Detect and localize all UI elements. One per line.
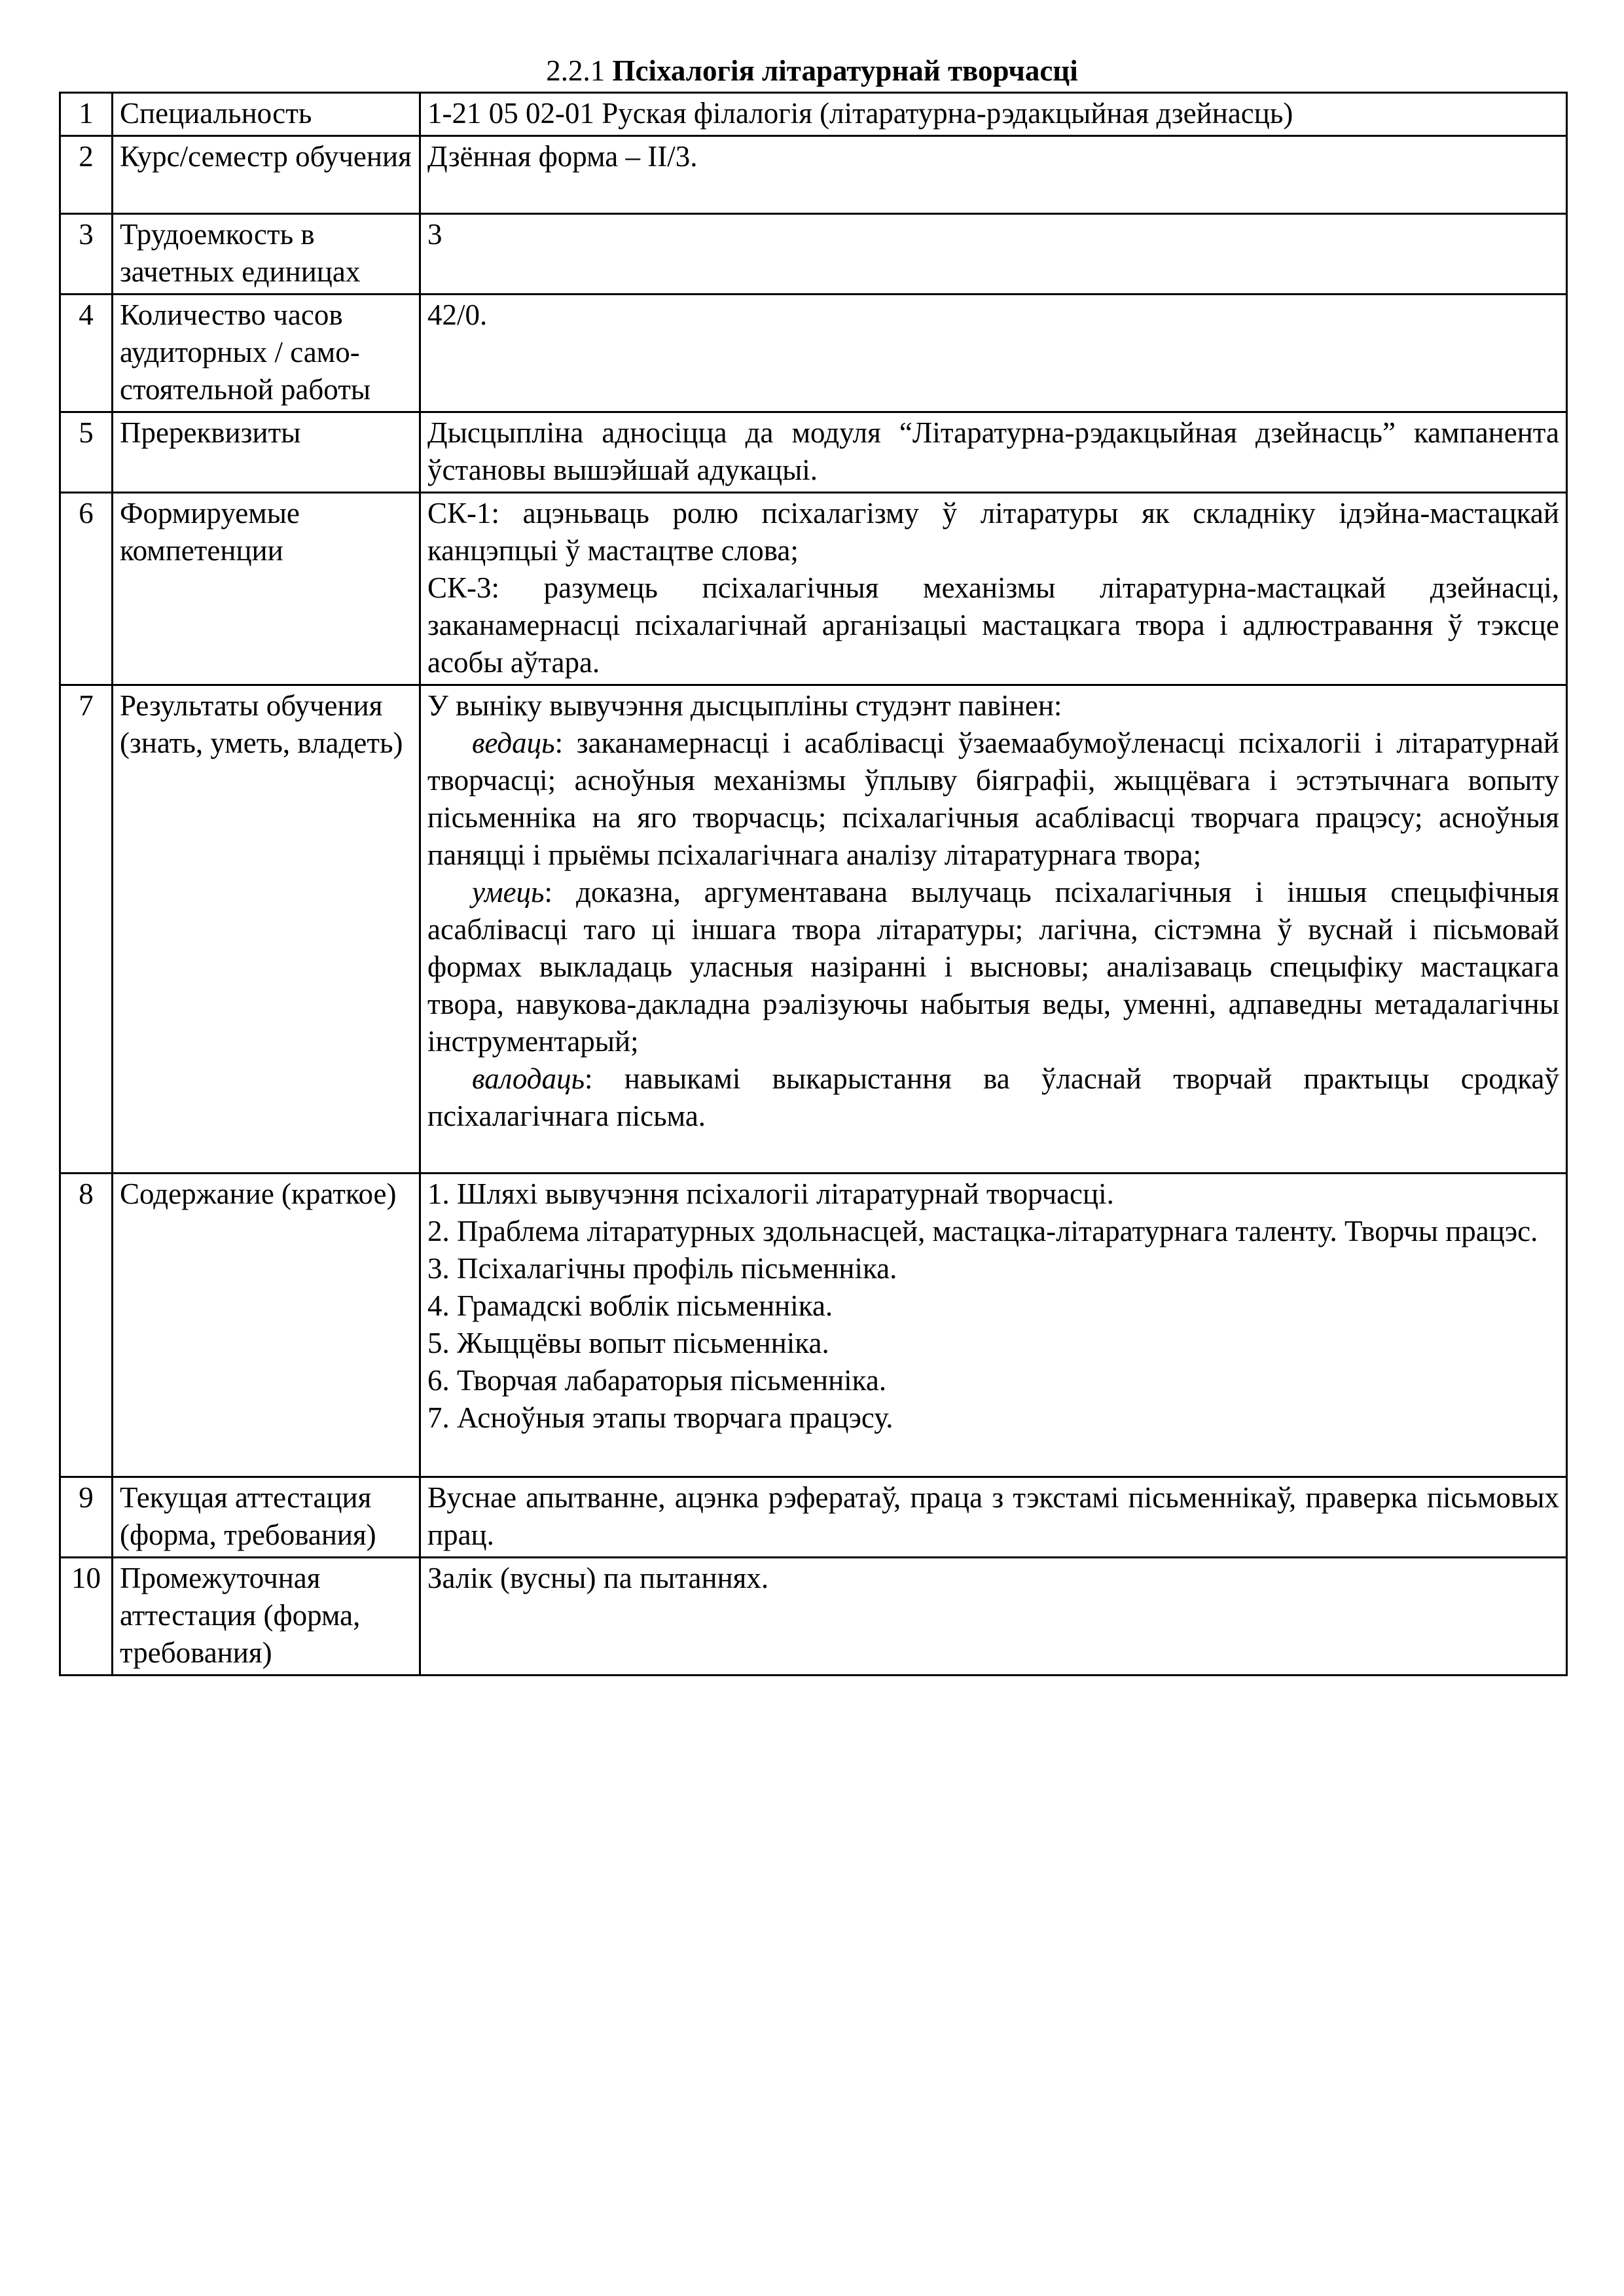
content-item: 3. Псіхалагічны профіль пісьменніка. bbox=[427, 1252, 897, 1285]
row-label: Количество часов аудиторных / само-стоятельной работы bbox=[113, 295, 420, 412]
can-term: умець bbox=[472, 876, 545, 908]
table-row bbox=[60, 493, 1567, 685]
row-value: Дзённая форма – ІІ/3. bbox=[420, 136, 1567, 214]
content-item: 7. Асноўныя этапы творчага працэсу. bbox=[427, 1401, 893, 1434]
row-value bbox=[420, 685, 1567, 1174]
results-can bbox=[427, 874, 1559, 1060]
table-row bbox=[60, 1174, 1567, 1477]
row-label: Промежуточная аттестация (форма, требования) bbox=[113, 1558, 420, 1676]
content-item: 2. Праблема літаратурных здольнасцей, мастацка-літаратурнага таленту. Творчы працэс. bbox=[427, 1215, 1538, 1247]
row-label: Пререквизиты bbox=[113, 412, 420, 493]
content-item: 1. Шляхі вывучэння псіхалогіі літаратурнай творчасці. bbox=[427, 1177, 1114, 1210]
table-row bbox=[60, 1558, 1567, 1676]
row-number: 3 bbox=[60, 214, 113, 295]
row-value: 3 bbox=[420, 214, 1567, 295]
row-value: Залік (вусны) па пытаннях. bbox=[420, 1558, 1567, 1676]
row-value bbox=[420, 1174, 1567, 1477]
row-number: 9 bbox=[60, 1477, 113, 1558]
row-label: Результаты обучения (знать, уметь, владеть) bbox=[113, 685, 420, 1174]
content-item: 5. Жыццёвы вопыт пісьменніка. bbox=[427, 1327, 829, 1359]
row-number: 2 bbox=[60, 136, 113, 214]
row-label: Курс/семестр обучения bbox=[113, 136, 420, 214]
row-label: Формируемые компетенции bbox=[113, 493, 420, 685]
row-number: 10 bbox=[60, 1558, 113, 1676]
own-term: валодаць bbox=[472, 1062, 585, 1095]
results-own bbox=[427, 1060, 1559, 1135]
row-value bbox=[420, 493, 1567, 685]
know-text: : заканамернасці і асаблівасці ўзаемаабумоўленасці псіхалогіі і літаратурнай творчасці; асноўныя механізмы ўплыву біяграфіі, жыццёвага і эстэтычнага вопыту пісьменніка на яго творчасць; псіхалагічныя асаблівасці творчага працэсу; асноўныя паняцці і прыёмы псіхалагічнага аналізу літаратурнага твора; bbox=[427, 726, 1559, 871]
table-row bbox=[60, 295, 1567, 412]
competence-item: СК-3: разумець псіхалагічныя механізмы літаратурна-мастацкай дзейнасці, заканамернасці псіхалагічнай арганізацыі мастацкага твора і адлюстравання ў тэксце асобы аўтара. bbox=[427, 571, 1559, 679]
row-number: 6 bbox=[60, 493, 113, 685]
table-row bbox=[60, 214, 1567, 295]
page-title bbox=[0, 51, 1624, 90]
section-title: Псіхалогія літаратурнай творчасці bbox=[612, 54, 1078, 87]
row-label: Трудоемкость в зачетных единицах bbox=[113, 214, 420, 295]
table-row bbox=[60, 412, 1567, 493]
table-row bbox=[60, 93, 1567, 136]
row-value: 42/0. bbox=[420, 295, 1567, 412]
row-label: Текущая аттестация (форма, требования) bbox=[113, 1477, 420, 1558]
discipline-table bbox=[59, 92, 1568, 1676]
table-row bbox=[60, 685, 1567, 1174]
row-value: Дысцыпліна адносіцца да модуля “Літаратурна-рэдакцыйная дзейнасць” кампанента ўстановы вышэйшай адукацыі. bbox=[420, 412, 1567, 493]
row-number: 8 bbox=[60, 1174, 113, 1477]
row-number: 1 bbox=[60, 93, 113, 136]
table-row bbox=[60, 1477, 1567, 1558]
row-number: 4 bbox=[60, 295, 113, 412]
row-label: Специальность bbox=[113, 93, 420, 136]
content-item: 4. Грамадскі воблік пісьменніка. bbox=[427, 1289, 833, 1322]
table-row bbox=[60, 136, 1567, 214]
row-number: 7 bbox=[60, 685, 113, 1174]
know-term: ведаць bbox=[472, 726, 555, 759]
row-label: Содержание (краткое) bbox=[113, 1174, 420, 1477]
content-item: 6. Творчая лабараторыя пісьменніка. bbox=[427, 1364, 887, 1397]
row-value: 1-21 05 02-01 Руская філалогія (літаратурна-рэдакцыйная дзейнасць) bbox=[420, 93, 1567, 136]
can-text: : доказна, аргументавана вылучаць псіхалагічныя і іншыя спецыфічныя асаблівасці таго ці іншага твора літаратуры; лагічна, сістэмна ў вуснай і пісьмовай формах выкладаць уласныя назіранні і высновы; аналізаваць спецыфіку мастацкага твора, навукова-дакладна рэалізуючы набытыя веды, уменні, адпаведны метадалагічны інструментарый; bbox=[427, 876, 1559, 1058]
section-number: 2.2.1 bbox=[546, 54, 605, 87]
competence-item: СК-1: ацэньваць ролю псіхалагізму ў літаратуры як складніку ідэйна-мастацкай канцэпцыі ў мастацтве слова; bbox=[427, 497, 1559, 567]
results-intro: У выніку вывучэння дысцыпліны студэнт павінен: bbox=[427, 689, 1062, 722]
row-value: Вуснае апытванне, ацэнка рэфератаў, праца з тэкстамі пісьменнікаў, праверка пісьмовых прац. bbox=[420, 1477, 1567, 1558]
own-text: : навыкамі выкарыстання ва ўласнай творчай практыцы сродкаў псіхалагічнага пісьма. bbox=[427, 1062, 1559, 1132]
row-number: 5 bbox=[60, 412, 113, 493]
results-know bbox=[427, 725, 1559, 874]
